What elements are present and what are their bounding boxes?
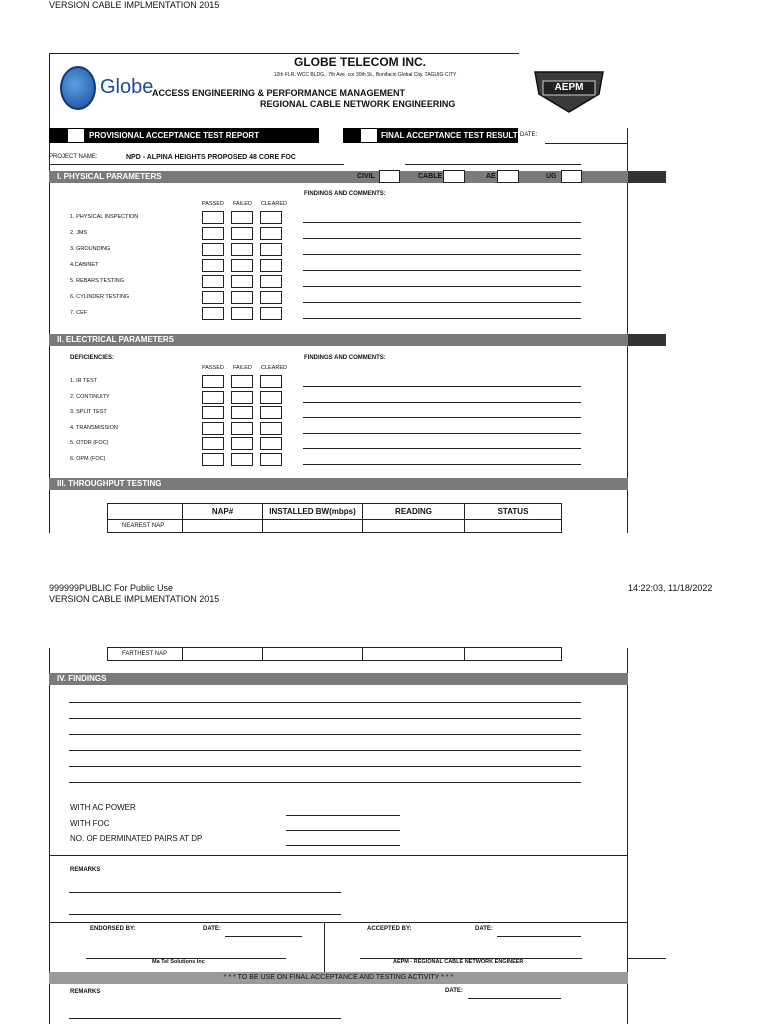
signature-divider <box>324 922 325 972</box>
tag-cable: CABLE <box>418 173 443 180</box>
final-label: FINAL ACCEPTANCE TEST RESULT <box>381 131 518 140</box>
farthest-status-cell[interactable] <box>464 647 562 661</box>
signatory-left: Ma Tel Solutions Inc <box>152 959 205 965</box>
row-farthest-label: FARTHEST NAP <box>107 647 183 661</box>
findings-line[interactable] <box>69 782 581 783</box>
section-electrical-end <box>628 334 666 346</box>
section-physical: I. PHYSICAL PARAMETERS <box>49 171 628 183</box>
physical-comment-line[interactable] <box>303 254 581 255</box>
physical-passed-checkbox[interactable] <box>202 275 224 288</box>
physical-cleared-checkbox[interactable] <box>260 307 282 320</box>
signatory-right: AEPM - REGIONAL CABLE NETWORK ENGINEER <box>393 959 524 965</box>
left-border-2 <box>49 648 50 1024</box>
physical-passed-checkbox[interactable] <box>202 211 224 224</box>
footer-public: 999999PUBLIC For Public Use <box>49 583 174 593</box>
electrical-cleared-checkbox[interactable] <box>260 422 282 435</box>
physical-item-label: 6. CYLINDER TESTING <box>70 294 130 300</box>
final-bar <box>343 128 518 143</box>
physical-comment-line[interactable] <box>303 270 581 271</box>
col-failed-2: FAILED <box>233 365 252 371</box>
section-physical-end <box>628 171 666 183</box>
electrical-passed-checkbox[interactable] <box>202 406 224 419</box>
physical-failed-checkbox[interactable] <box>231 291 253 304</box>
physical-item-label: 4.CABINET <box>70 262 99 268</box>
physical-item-label: 7. CEF <box>70 310 88 316</box>
remarks2-line[interactable] <box>69 1018 341 1019</box>
electrical-comment-line[interactable] <box>303 433 581 434</box>
th-bw: INSTALLED BW(mbps) <box>262 503 363 520</box>
th-status: STATUS <box>464 503 562 520</box>
left-border <box>49 53 50 533</box>
divider <box>49 922 628 923</box>
farthest-reading-cell[interactable] <box>362 647 465 661</box>
physical-failed-checkbox[interactable] <box>231 243 253 256</box>
physical-failed-checkbox[interactable] <box>231 307 253 320</box>
physical-comment-line[interactable] <box>303 302 581 303</box>
department-1: ACCESS ENGINEERING & PERFORMANCE MANAGEMENT <box>152 88 406 98</box>
deficiencies-label: DEFICIENCIES: <box>70 355 115 361</box>
electrical-comment-line[interactable] <box>303 386 581 387</box>
date2-line[interactable] <box>497 936 581 937</box>
col-failed-1: FAILED <box>233 201 252 207</box>
date2-label: DATE: <box>475 926 493 932</box>
electrical-passed-checkbox[interactable] <box>202 453 224 466</box>
electrical-item-label: 6. OPM (FOC) <box>70 455 106 462</box>
physical-passed-checkbox[interactable] <box>202 243 224 256</box>
physical-cleared-checkbox[interactable] <box>260 227 282 240</box>
tag-ug: UG <box>546 173 557 180</box>
electrical-failed-checkbox[interactable] <box>231 437 253 450</box>
with-foc-label: WITH FOC <box>70 819 110 828</box>
provisional-checkbox[interactable] <box>68 129 84 142</box>
physical-failed-checkbox[interactable] <box>231 259 253 272</box>
nearest-status-cell[interactable] <box>464 519 562 533</box>
electrical-passed-checkbox[interactable] <box>202 422 224 435</box>
th-reading: READING <box>362 503 465 520</box>
findings-label-1: FINDINGS AND COMMENTS: <box>304 191 386 197</box>
physical-passed-checkbox[interactable] <box>202 291 224 304</box>
findings-label-2: FINDINGS AND COMMENTS: <box>304 355 386 361</box>
provisional-bar <box>49 128 319 143</box>
electrical-passed-checkbox[interactable] <box>202 391 224 404</box>
electrical-cleared-checkbox[interactable] <box>260 375 282 388</box>
remarks-line[interactable] <box>69 914 341 915</box>
col-passed-1: PASSED <box>202 201 224 207</box>
electrical-comment-line[interactable] <box>303 464 581 465</box>
date3-label: DATE: <box>445 988 463 994</box>
electrical-cleared-checkbox[interactable] <box>260 453 282 466</box>
physical-comment-line[interactable] <box>303 238 581 239</box>
nearest-nap-cell[interactable] <box>182 519 263 533</box>
physical-cleared-checkbox[interactable] <box>260 259 282 272</box>
department-2: REGIONAL CABLE NETWORK ENGINEERING <box>260 99 456 109</box>
company-address: 12th FLR. WCC BLDG., 7th Ave. cor 30th St., Bonifacio Global City, TAGUIG CITY <box>273 72 457 78</box>
civil-checkbox[interactable] <box>379 170 400 183</box>
endorsed-label: ENDORSED BY: <box>90 926 136 932</box>
physical-cleared-checkbox[interactable] <box>260 291 282 304</box>
date1-line[interactable] <box>225 936 302 937</box>
physical-passed-checkbox[interactable] <box>202 307 224 320</box>
physical-cleared-checkbox[interactable] <box>260 211 282 224</box>
date-label: DATE: <box>520 132 538 138</box>
side-line <box>628 958 666 959</box>
electrical-comment-line[interactable] <box>303 417 581 418</box>
physical-comment-line[interactable] <box>303 222 581 223</box>
date3-line[interactable] <box>468 998 561 999</box>
remarks-line[interactable] <box>69 892 341 893</box>
electrical-item-label: 1. IR TEST <box>70 378 98 384</box>
col-passed-2: PASSED <box>202 365 224 371</box>
electrical-passed-checkbox[interactable] <box>202 437 224 450</box>
th-nap: NAP# <box>182 503 263 520</box>
header-top-rule <box>49 53 519 54</box>
table-corner <box>107 503 183 520</box>
right-border-2 <box>627 648 628 1024</box>
physical-comment-line[interactable] <box>303 286 581 287</box>
physical-item-label: 3. GROUNDING <box>70 246 111 252</box>
nearest-reading-cell[interactable] <box>362 519 465 533</box>
farthest-nap-cell[interactable] <box>182 647 263 661</box>
project-label: PROJECT NAME: <box>49 154 98 160</box>
electrical-failed-checkbox[interactable] <box>231 453 253 466</box>
col-cleared-2: CLEARED <box>261 365 287 371</box>
with-ac-line[interactable] <box>286 815 400 816</box>
divider <box>49 855 628 856</box>
electrical-cleared-checkbox[interactable] <box>260 437 282 450</box>
version-header: VERSION CABLE IMPLMENTATION 2015 <box>49 0 220 10</box>
section-electrical: II. ELECTRICAL PARAMETERS <box>49 334 628 346</box>
findings-line[interactable] <box>69 702 581 703</box>
tag-ae: AE <box>486 173 496 180</box>
electrical-failed-checkbox[interactable] <box>231 406 253 419</box>
company-name: GLOBE TELECOM INC. <box>294 55 426 69</box>
physical-failed-checkbox[interactable] <box>231 211 253 224</box>
electrical-comment-line[interactable] <box>303 448 581 449</box>
globe-logo-text: Globe <box>100 76 154 98</box>
findings-line[interactable] <box>69 750 581 751</box>
cable-checkbox[interactable] <box>443 170 465 183</box>
final-checkbox[interactable] <box>361 129 377 142</box>
footer-version: VERSION CABLE IMPLMENTATION 2015 <box>49 594 220 604</box>
project-name: NPD - ALPINA HEIGHTS PROPOSED 48 CORE FOC <box>126 154 296 161</box>
footer-timestamp: 14:22:03, 11/18/2022 <box>628 583 713 593</box>
right-border <box>627 128 628 533</box>
electrical-comment-line[interactable] <box>303 402 581 403</box>
farthest-bw-cell[interactable] <box>262 647 363 661</box>
provisional-label: PROVISIONAL ACCEPTANCE TEST REPORT <box>89 131 260 140</box>
nearest-bw-cell[interactable] <box>262 519 363 533</box>
final-note-bar: * * * TO BE USE ON FINAL ACCEPTANCE AND TESTING ACTIVITY * * * <box>49 972 628 984</box>
remarks-label: REMARKS <box>70 867 101 873</box>
physical-cleared-checkbox[interactable] <box>260 243 282 256</box>
electrical-failed-checkbox[interactable] <box>231 391 253 404</box>
electrical-failed-checkbox[interactable] <box>231 422 253 435</box>
physical-item-label: 2. JMS <box>70 230 88 236</box>
aepm-badge-icon: AEPM <box>525 64 613 116</box>
findings-line[interactable] <box>69 766 581 767</box>
physical-failed-checkbox[interactable] <box>231 227 253 240</box>
pairs-label: NO. OF DERMINATED PAIRS AT DP <box>70 834 203 843</box>
project-line-1 <box>49 164 344 165</box>
electrical-item-label: 5. OTDR (FOC) <box>70 440 109 446</box>
electrical-failed-checkbox[interactable] <box>231 375 253 388</box>
ae-checkbox[interactable] <box>497 170 519 183</box>
physical-item-label: 5. REBARS TESTING <box>70 278 124 284</box>
electrical-item-label: 4. TRANSMISSION <box>70 424 118 431</box>
accepted-label: ACCEPTED BY: <box>367 926 412 932</box>
physical-passed-checkbox[interactable] <box>202 259 224 272</box>
globe-logo-icon <box>60 66 96 110</box>
electrical-item-label: 2. CONTINUITY <box>70 393 110 400</box>
remarks2-label: REMARKS <box>70 989 101 995</box>
project-line-2 <box>405 164 581 165</box>
findings-line[interactable] <box>69 718 581 719</box>
physical-failed-checkbox[interactable] <box>231 275 253 288</box>
with-ac-label: WITH AC POWER <box>70 803 136 812</box>
with-foc-line[interactable] <box>286 830 400 831</box>
electrical-passed-checkbox[interactable] <box>202 375 224 388</box>
tag-civil: CIVIL <box>357 173 375 180</box>
col-cleared-1: CLEARED <box>261 201 287 207</box>
date-line[interactable] <box>545 143 628 144</box>
section-findings: IV. FINDINGS <box>49 673 628 685</box>
ug-checkbox[interactable] <box>561 170 582 183</box>
physical-passed-checkbox[interactable] <box>202 227 224 240</box>
date1-label: DATE: <box>203 926 221 932</box>
findings-line[interactable] <box>69 734 581 735</box>
electrical-cleared-checkbox[interactable] <box>260 406 282 419</box>
physical-cleared-checkbox[interactable] <box>260 275 282 288</box>
electrical-cleared-checkbox[interactable] <box>260 391 282 404</box>
section-throughput: III. THROUGHPUT TESTING <box>49 478 628 490</box>
physical-item-label: 1. PHYSICAL INSPECTION <box>70 214 139 220</box>
row-nearest-label: NEAREST NAP <box>107 519 183 533</box>
electrical-item-label: 3. SPLIT TEST <box>70 409 107 415</box>
pairs-line[interactable] <box>286 845 400 846</box>
physical-comment-line[interactable] <box>303 318 581 319</box>
